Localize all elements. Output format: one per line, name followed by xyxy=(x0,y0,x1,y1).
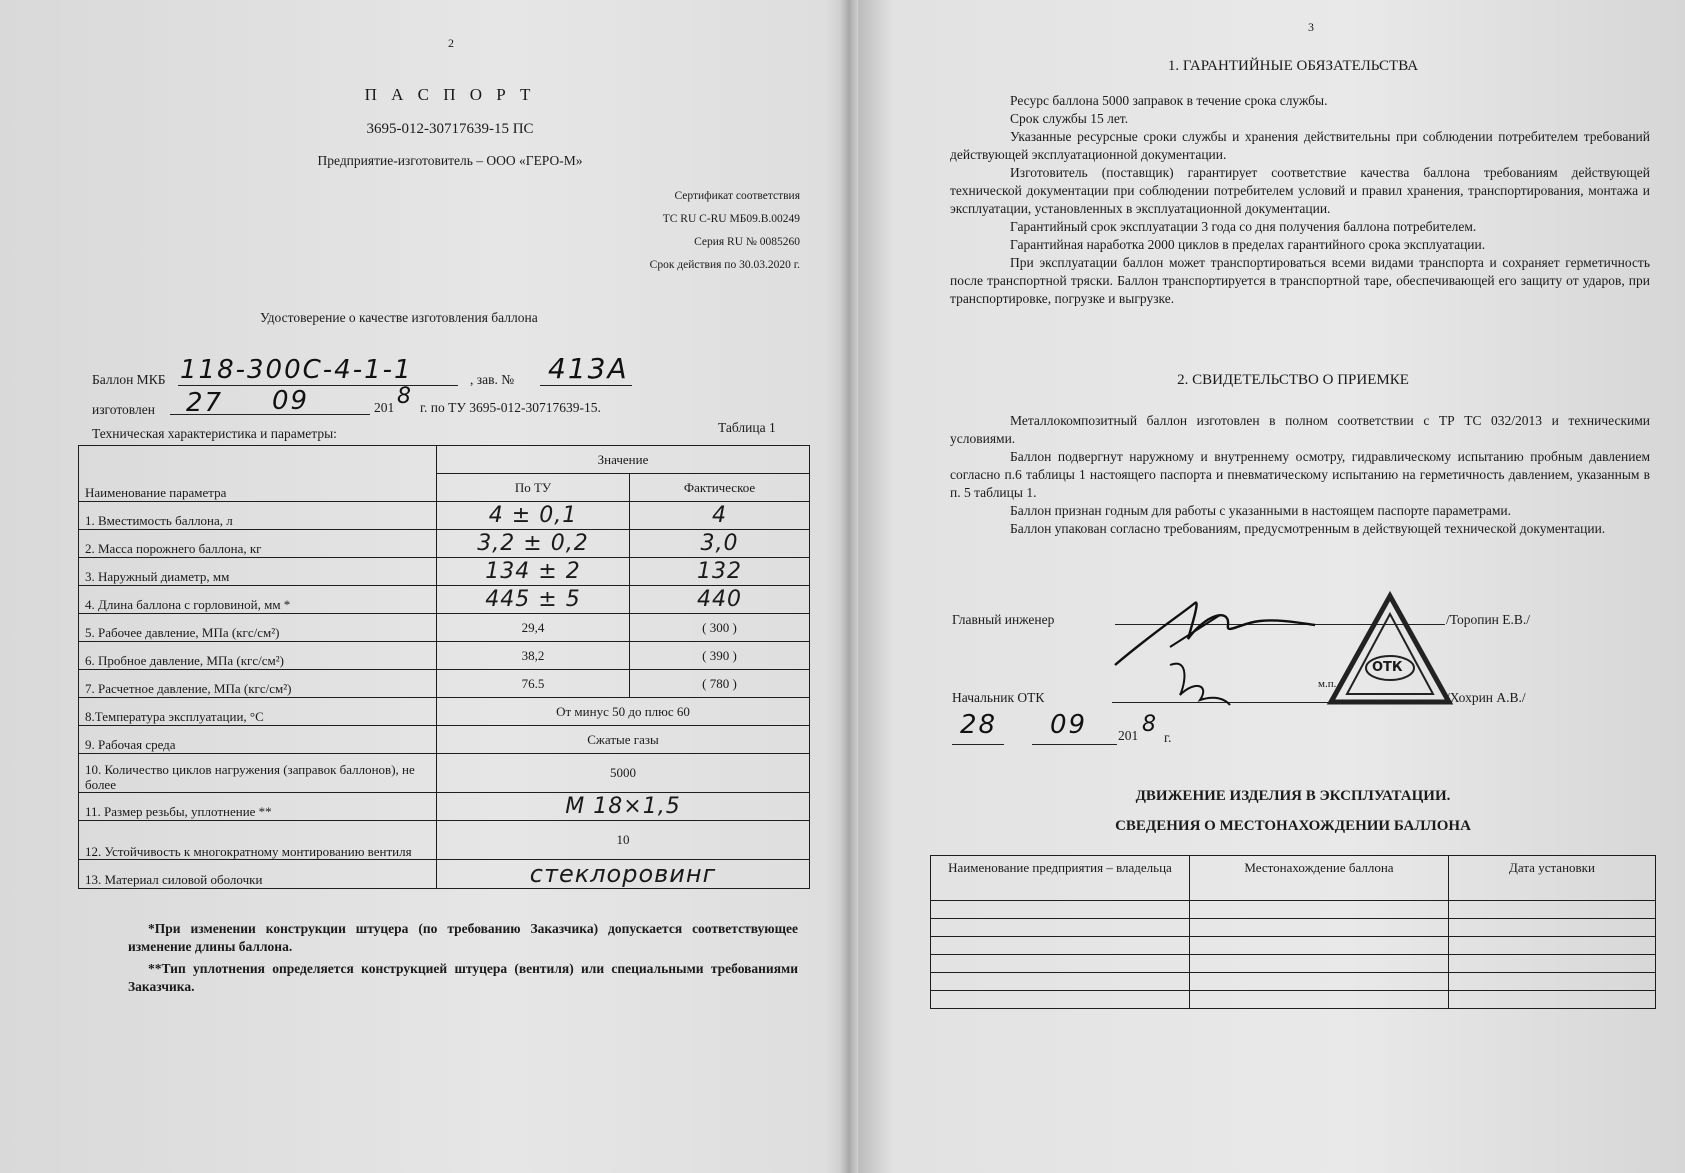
spec-param: 11. Размер резьбы, уплотнение ** xyxy=(79,793,437,821)
spec-tu-value: 38,2 xyxy=(437,642,630,670)
movement-cell xyxy=(1449,973,1656,991)
table-row xyxy=(79,502,810,530)
spec-actual-value: 132 xyxy=(630,558,810,586)
movement-col-date: Дата установки xyxy=(1449,856,1656,901)
movement-title-1: ДВИЖЕНИЕ ИЗДЕЛИЯ В ЭКСПЛУАТАЦИИ. xyxy=(1135,788,1451,804)
section1-paragraph: Гарантийный срок эксплуатации 3 года со дня получения баллона потребителем. xyxy=(1010,219,1477,234)
spec-actual-value: 440 xyxy=(630,586,810,614)
certificate-line-3: Серия RU № 0085260 xyxy=(694,236,800,248)
otk-head-label: Начальник ОТК xyxy=(952,690,1045,705)
otk-head-signature xyxy=(1160,655,1240,715)
manufacturer: Предприятие-изготовитель – ООО «ГЕРО-М» xyxy=(317,153,583,168)
table-row xyxy=(79,698,810,726)
serial-label: , зав. № xyxy=(470,372,515,387)
table-row xyxy=(79,793,810,821)
footnote-1: *При изменении конструкции штуцера (по требованию Заказчика) допускается соответствующее изменение длины баллона. xyxy=(128,921,798,954)
doc-number: 3695-012-30717639-15 ПС xyxy=(366,121,534,137)
movement-cell xyxy=(1449,901,1656,919)
spec-actual-value: 4 xyxy=(630,502,810,530)
movement-col-owner: Наименование предприятия – владельца xyxy=(931,856,1190,901)
section1-title: 1. ГАРАНТИЙНЫЕ ОБЯЗАТЕЛЬСТВА xyxy=(1167,58,1419,74)
serial-underline xyxy=(540,385,632,386)
accept-month: 09 xyxy=(1050,710,1088,740)
tech-caption: Техническая характеристика и параметры: xyxy=(92,426,337,441)
spec-tu-value: 134 ± 2 xyxy=(437,558,630,586)
movement-cell xyxy=(931,919,1190,937)
spec-param: 10. Количество циклов нагружения (заправок баллонов), не более xyxy=(79,754,437,793)
table-row xyxy=(79,586,810,614)
table-row xyxy=(79,530,810,558)
accept-year-suffix: 8 xyxy=(1142,712,1158,737)
movement-cell xyxy=(931,901,1190,919)
section1-paragraph: Изготовитель (поставщик) гарантирует соответствие качества баллона требованиям действующей технической документации при соблюдении потребителем условий и правил хранения, транспортирования, монтажа и эксплуатации, установленных в эксплуатационной документации. xyxy=(950,165,1650,216)
spec-tu-value: 445 ± 5 xyxy=(437,586,630,614)
spec-tu-value: 4 ± 0,1 xyxy=(437,502,630,530)
movement-cell xyxy=(1449,991,1656,1009)
section2-paragraph: Баллон признан годным для работы с указанными в настоящем паспорте параметрами. xyxy=(1010,503,1511,518)
spec-actual-value: 3,0 xyxy=(630,530,810,558)
spec-merged-value: От минус 50 до плюс 60 xyxy=(437,698,810,726)
serial-value: 413А xyxy=(548,352,629,385)
cylinder-label: Баллон МКБ xyxy=(92,372,166,387)
table-row xyxy=(79,754,810,793)
spec-table-head-row-1 xyxy=(79,446,810,474)
table-row xyxy=(79,614,810,642)
made-year-suffix: 8 xyxy=(397,384,413,409)
movement-table-head xyxy=(931,856,1656,901)
spec-actual-value: ( 390 ) xyxy=(630,642,810,670)
section2-paragraph: Баллон упакован согласно требованиям, предусмотренным в действующей технической документации. xyxy=(1010,521,1606,536)
spec-head-value: Значение xyxy=(437,446,810,474)
table-row xyxy=(79,726,810,754)
spec-param: 7. Расчетное давление, МПа (кгс/см²) xyxy=(79,670,437,698)
made-day: 27 xyxy=(186,388,224,418)
section1-paragraph: Гарантийная наработка 2000 циклов в пределах гарантийного срока эксплуатации. xyxy=(1010,237,1486,252)
movement-cell xyxy=(1190,973,1449,991)
movement-cell xyxy=(1190,937,1449,955)
movement-title-2: СВЕДЕНИЯ О МЕСТОНАХОЖДЕНИИ БАЛЛОНА xyxy=(1115,818,1471,834)
movement-table xyxy=(930,855,1656,1009)
spec-param: 4. Длина баллона с горловиной, мм * xyxy=(79,586,437,614)
chief-engineer-name: /Торопин Е.В./ xyxy=(1446,612,1531,627)
movement-cell xyxy=(931,955,1190,973)
section2-paragraph: Металлокомпозитный баллон изготовлен в полном соответствии с ТР ТС 032/2013 и техническими условиями. xyxy=(950,413,1650,446)
table-row xyxy=(931,991,1656,1009)
spec-merged-value: стеклоровинг xyxy=(437,860,810,889)
certificate-block xyxy=(500,185,800,277)
section1-paragraph: При эксплуатации баллон может транспортироваться всеми видами транспорта и сохраняет герметичность после транспортной тряски. Баллон транспортируется в транспортной таре, обеспечивающей его защиту от ударов, при транспортировке, погрузке и выгрузке. xyxy=(950,255,1650,306)
footnote-2: **Тип уплотнения определяется конструкцией штуцера (вентиля) или специальными требованиями Заказчика. xyxy=(128,961,798,994)
movement-col-location: Местонахождение баллона xyxy=(1190,856,1449,901)
passport-title: П А С П О Р Т xyxy=(364,85,536,104)
spec-param: 12. Устойчивость к многократному монтированию вентиля xyxy=(79,821,437,860)
spec-tu-value: 76.5 xyxy=(437,670,630,698)
otk-stamp-triangle-icon xyxy=(1325,590,1455,710)
made-month: 09 xyxy=(272,386,310,416)
table-row xyxy=(931,919,1656,937)
section1-paragraph: Указанные ресурсные сроки службы и хранения действительны при соблюдении потребителем требований действующей эксплуатационной документации. xyxy=(950,129,1650,162)
section2-body xyxy=(950,412,1650,538)
spec-merged-value: 10 xyxy=(437,821,810,860)
spec-actual-value: ( 780 ) xyxy=(630,670,810,698)
movement-cell xyxy=(1190,901,1449,919)
made-date-underline xyxy=(170,414,370,415)
cylinder-model-underline xyxy=(178,385,458,386)
spec-head-tu: По ТУ xyxy=(437,474,630,502)
table-row xyxy=(79,821,810,860)
accept-day: 28 xyxy=(960,710,998,740)
movement-cell xyxy=(1449,955,1656,973)
section1-paragraph: Ресурс баллона 5000 заправок в течение срока службы. xyxy=(1010,93,1328,108)
stamp-mp: м.п. xyxy=(1318,678,1337,690)
accept-day-underline xyxy=(952,744,1004,745)
spec-head-actual: Фактическое xyxy=(630,474,810,502)
movement-cell xyxy=(1190,919,1449,937)
spec-table xyxy=(78,445,810,889)
made-label: изготовлен xyxy=(92,402,155,417)
table-caption: Таблица 1 xyxy=(718,420,776,435)
spec-merged-value: Сжатые газы xyxy=(437,726,810,754)
movement-cell xyxy=(931,937,1190,955)
otk-head-name: /Хохрин А.В./ xyxy=(1446,690,1526,705)
spec-head-param: Наименование параметра xyxy=(79,446,437,502)
otk-stamp xyxy=(1325,590,1455,715)
movement-cell xyxy=(1449,919,1656,937)
spec-tu-value: 3,2 ± 0,2 xyxy=(437,530,630,558)
spec-tu-value: 29,4 xyxy=(437,614,630,642)
accept-month-underline xyxy=(1032,744,1117,745)
table-row xyxy=(931,937,1656,955)
movement-cell xyxy=(1449,937,1656,955)
spec-actual-value: ( 300 ) xyxy=(630,614,810,642)
section2-paragraph: Баллон подвергнут наружному и внутреннему осмотру, гидравлическому испытанию пробным давлением согласно п.6 таблицы 1 настоящего паспорта и пневматическому испытанию на герметичность давлением, указанным в п. 5 таблицы 1. xyxy=(950,449,1650,500)
table-row xyxy=(79,670,810,698)
movement-cell xyxy=(1190,991,1449,1009)
chief-engineer-label: Главный инженер xyxy=(952,612,1055,627)
movement-cell xyxy=(931,991,1190,1009)
movement-cell xyxy=(931,973,1190,991)
spec-param: 3. Наружный диаметр, мм xyxy=(79,558,437,586)
made-year-prefix: 201 xyxy=(374,400,395,415)
section2-title: 2. СВИДЕТЕЛЬСТВО О ПРИЕМКЕ xyxy=(1177,372,1409,388)
section1-paragraph: Срок службы 15 лет. xyxy=(1010,111,1129,126)
spec-merged-value: М 18×1,5 xyxy=(437,793,810,821)
page-fold xyxy=(840,0,858,1173)
left-page-number: 2 xyxy=(448,36,454,50)
spec-param: 1. Вместимость баллона, л xyxy=(79,502,437,530)
certificate-line-1: Сертификат соответствия xyxy=(674,190,800,202)
movement-cell xyxy=(1190,955,1449,973)
otk-stamp-label: ОТК xyxy=(1372,660,1403,675)
certificate-line-2: ТС RU C-RU МБ09.В.00249 xyxy=(662,213,800,225)
spec-param: 6. Пробное давление, МПа (кгс/см²) xyxy=(79,642,437,670)
right-page-number: 3 xyxy=(1308,20,1314,34)
spec-param: 2. Масса порожнего баллона, кг xyxy=(79,530,437,558)
table-row xyxy=(931,901,1656,919)
spec-param: 8.Температура эксплуатации, °С xyxy=(79,698,437,726)
cylinder-model: 118-300С-4-1-1 xyxy=(180,355,413,385)
spec-param: 5. Рабочее давление, МПа (кгс/см²) xyxy=(79,614,437,642)
certificate-line-4: Срок действия по 30.03.2020 г. xyxy=(649,259,800,271)
section1-body xyxy=(950,92,1650,308)
table-row xyxy=(931,955,1656,973)
table-row xyxy=(79,642,810,670)
made-tail: г. по ТУ 3695-012-30717639-15. xyxy=(420,400,601,415)
spec-param: 13. Материал силовой оболочки xyxy=(79,860,437,889)
spec-merged-value: 5000 xyxy=(437,754,810,793)
quality-heading: Удостоверение о качестве изготовления баллона xyxy=(260,310,538,325)
table-row xyxy=(79,558,810,586)
accept-year-prefix: 201 xyxy=(1118,728,1139,743)
spec-param: 9. Рабочая среда xyxy=(79,726,437,754)
table-row xyxy=(931,973,1656,991)
table-row xyxy=(79,860,810,889)
accept-tail: г. xyxy=(1164,730,1172,745)
